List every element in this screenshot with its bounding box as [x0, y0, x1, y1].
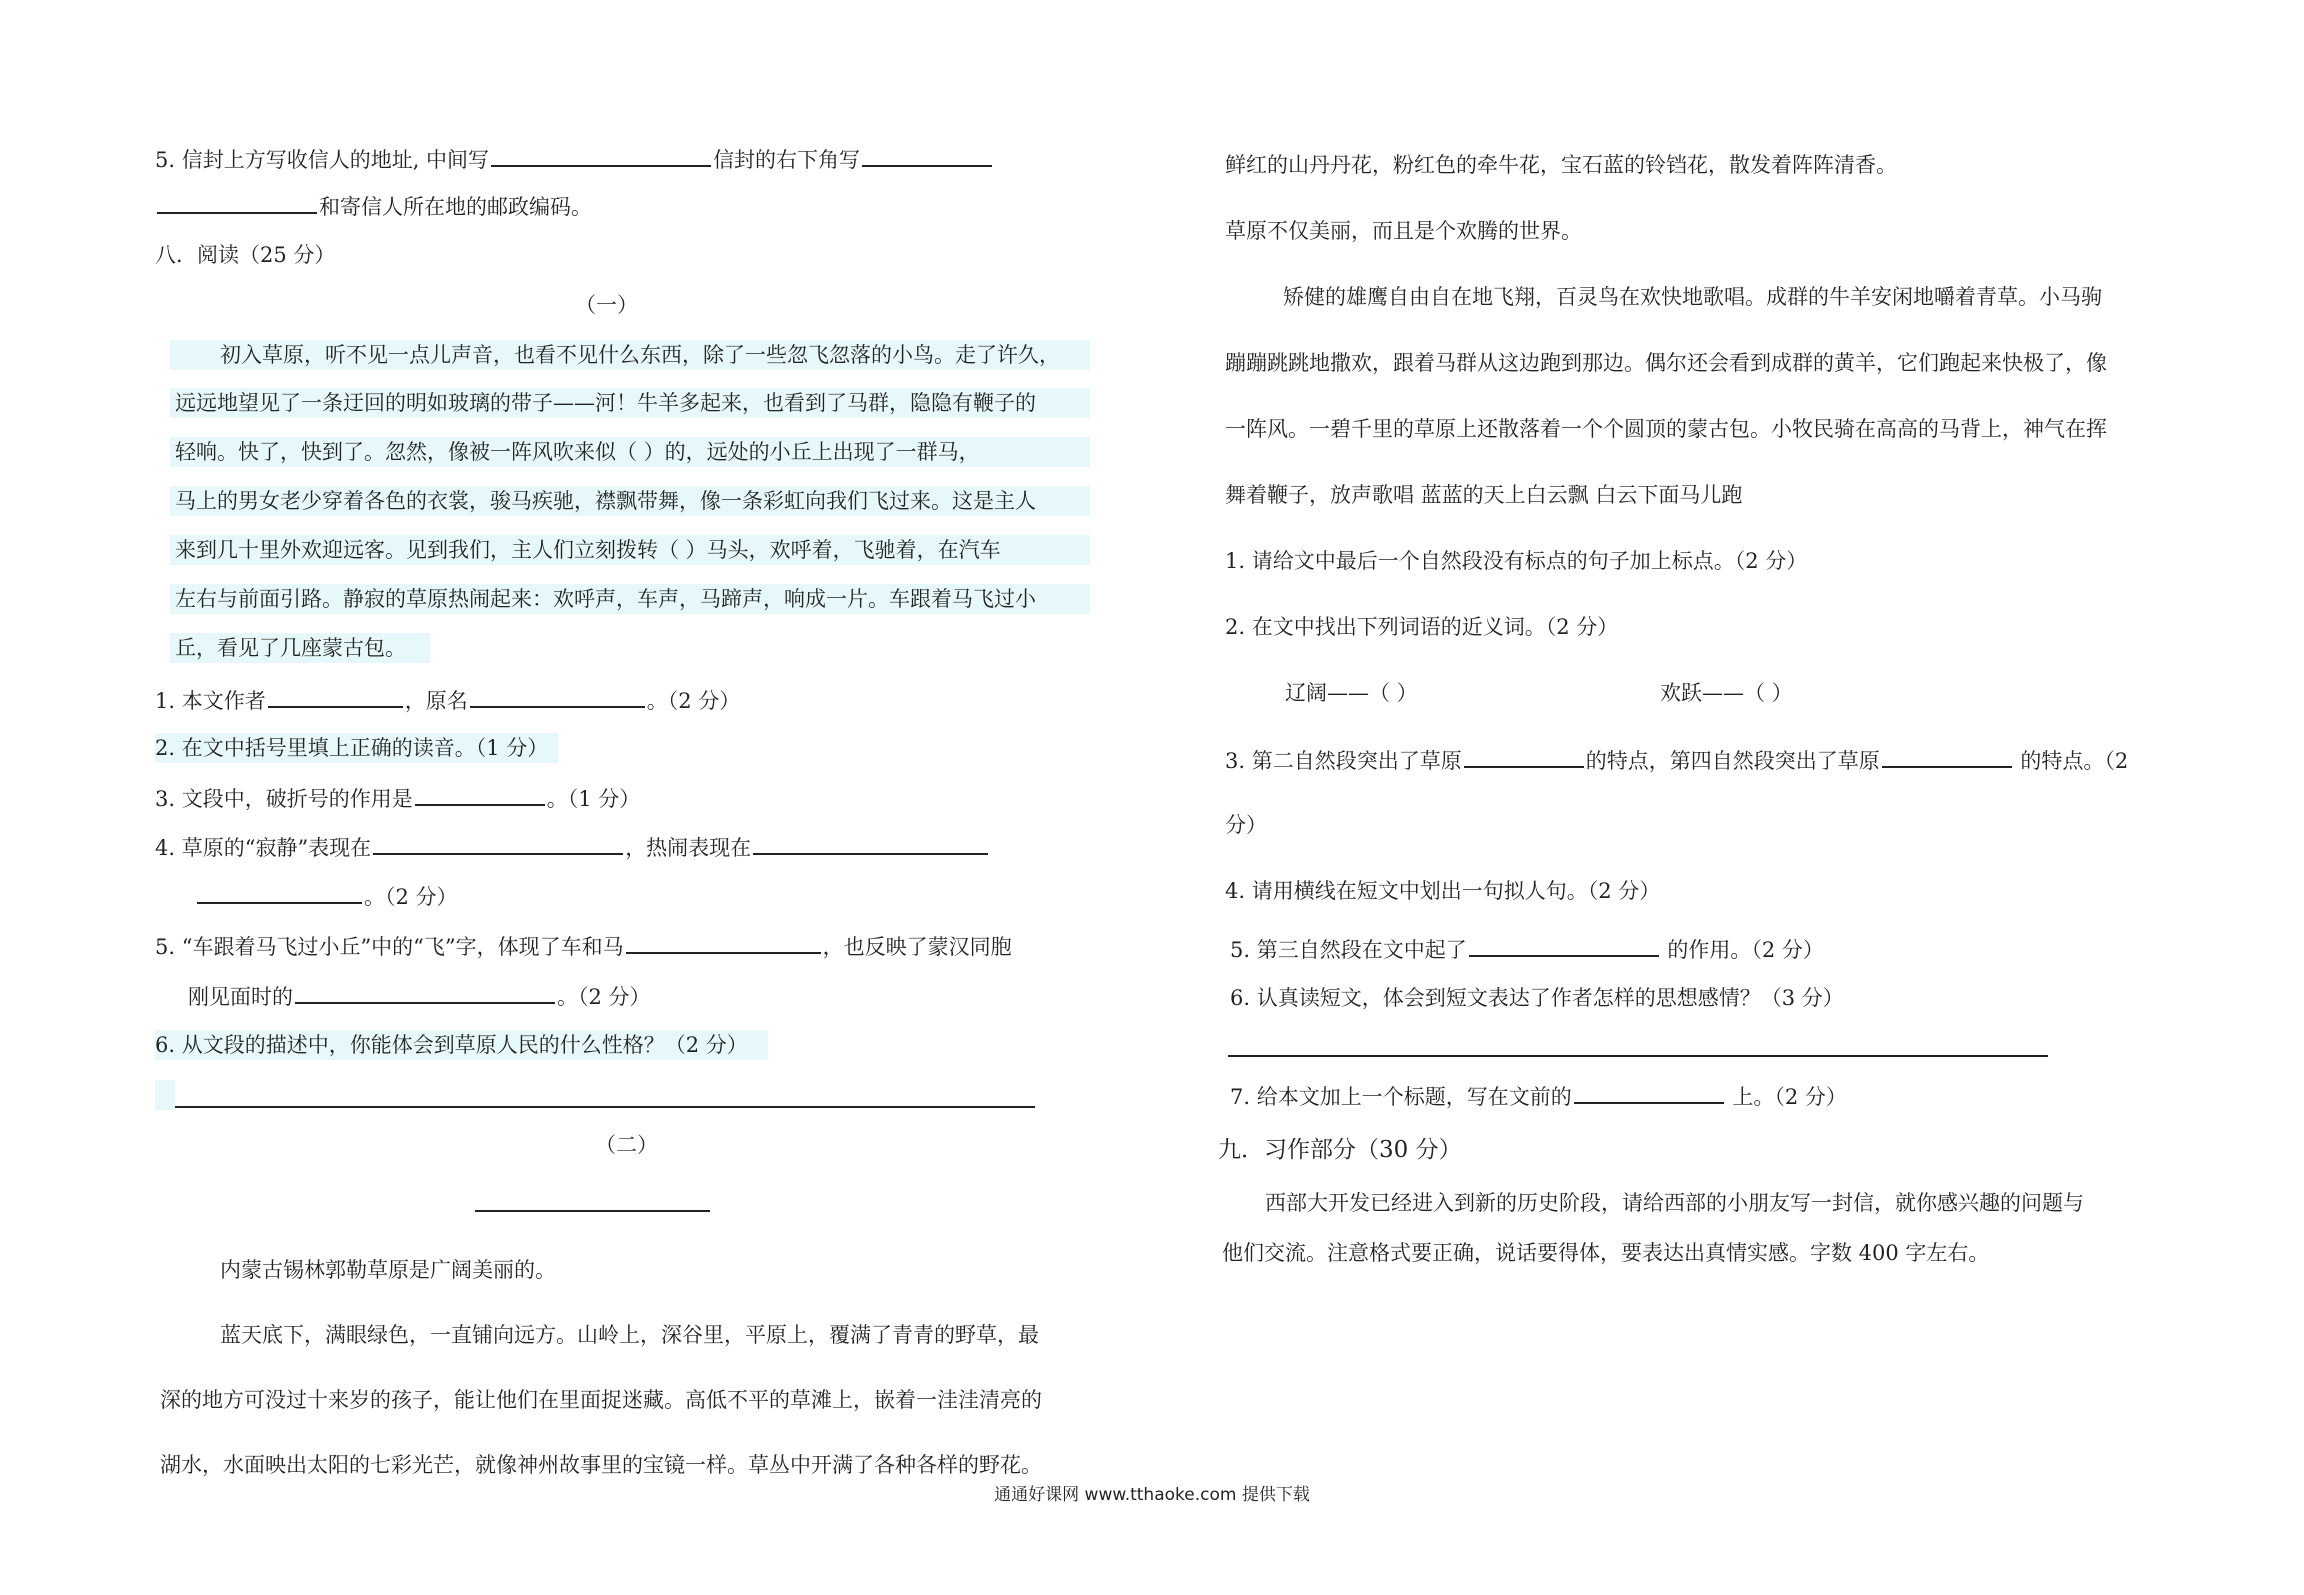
right-question-3	[1225, 744, 2128, 776]
passage2-line: 蓝天底下，满眼绿色，一直铺向远方。山岭上，深谷里，平原上，覆满了青青的野草，最	[220, 1323, 1039, 1347]
passage2-cont-line: 一阵风。一碧千里的草原上还散落着一个个圆顶的蒙古包。小牧民骑在高高的马背上，神气在挥	[1225, 417, 2107, 441]
right-question-7	[1230, 1080, 1847, 1112]
passage2-cont-line: 矫健的雄鹰自由自在地飞翔，百灵鸟在欢快地歌唱。成群的牛羊安闲地嚼着青草。小马驹	[1283, 285, 2102, 309]
text: 。（2 分）	[646, 689, 741, 713]
text: 7. 给本文加上一个标题，写在文前的	[1230, 1085, 1572, 1109]
passage2-line: 湖水，水面映出太阳的七彩光芒，就像神州故事里的宝镜一样。草丛中开满了各种各样的野花。	[160, 1453, 1042, 1477]
text: ，原名	[404, 689, 468, 713]
synonym-item-1: 辽阔——（ ）	[1285, 681, 1418, 705]
answer-blank[interactable]	[1469, 933, 1659, 957]
answer-blank[interactable]	[1464, 744, 1584, 768]
footer-source: 通通好课网 www.tthaoke.com 提供下载	[994, 1485, 1310, 1505]
answer-blank[interactable]	[157, 190, 317, 214]
passage1-line: 来到几十里外欢迎远客。见到我们，主人们立刻拨转（ ）马头，欢呼着，飞驰着，在汽车	[170, 535, 1090, 565]
passage1-line: 初入草原，听不见一点儿声音，也看不见什么东西，除了一些忽飞忽落的小鸟。走了许久，	[170, 340, 1090, 370]
passage1-line: 远远地望见了一条迂回的明如玻璃的带子——河！牛羊多起来，也看到了马群，隐隐有鞭子的	[170, 388, 1090, 418]
text: 3. 第二自然段突出了草原	[1225, 749, 1462, 773]
synonym-item-2: 欢跃——（ ）	[1660, 681, 1793, 705]
passage1-line: 丘，看见了几座蒙古包。	[170, 633, 430, 663]
passage1-line: 轻响。快了，快到了。忽然，像被一阵风吹来似（ ）的，远处的小丘上出现了一群马，	[170, 437, 1090, 467]
answer-blank[interactable]	[268, 684, 403, 708]
text: 的特点，第四自然段突出了草原	[1585, 749, 1880, 773]
passage2-line: 深的地方可没过十来岁的孩子，能让他们在里面捉迷藏。高低不平的草滩上，嵌着一洼洼清亮的	[160, 1388, 1042, 1412]
essay-line: 他们交流。注意格式要正确，说话要得体，要表达出真情实感。字数 400 字左右。	[1222, 1241, 1990, 1265]
text: 4. 草原的“寂静”表现在	[155, 836, 372, 860]
text: 5. “车跟着马飞过小丘”中的“飞”字，体现了车和马	[155, 935, 624, 959]
right-question-6: 6. 认真读短文，体会到短文表达了作者怎样的思想感情？（3 分）	[1230, 986, 1844, 1010]
answer-blank[interactable]	[753, 831, 988, 855]
passage2-cont-line: 蹦蹦跳跳地撒欢，跟着马群从这边跑到那边。偶尔还会看到成群的黄羊，它们跑起来快极了，像	[1225, 351, 2107, 375]
text: 。（2 分）	[364, 885, 458, 909]
answer-line[interactable]	[1228, 1055, 2048, 1057]
left-question-1	[155, 684, 740, 716]
right-question-1: 1. 请给文中最后一个自然段没有标点的句子加上标点。（2 分）	[1225, 549, 1808, 573]
answer-line[interactable]	[175, 1106, 1035, 1108]
answer-blank[interactable]	[1882, 744, 2012, 768]
left-question-5-cont	[188, 980, 651, 1012]
right-question-4: 4. 请用横线在短文中划出一句拟人句。（2 分）	[1225, 879, 1661, 903]
right-question-3-cont: 分）	[1225, 813, 1267, 837]
text: 信封的右下角写	[713, 148, 861, 172]
passage2-line: 内蒙古锡林郭勒草原是广阔美丽的。	[220, 1258, 556, 1282]
text: 的特点。（2	[2013, 749, 2129, 773]
highlight-mark	[155, 1080, 175, 1110]
text: ，也反映了蒙汉同胞	[822, 935, 1012, 959]
text: 。（1 分）	[546, 787, 641, 811]
passage1-line: 左右与前面引路。静寂的草原热闹起来：欢呼声，车声，马蹄声，响成一片。车跟着马飞过小	[170, 584, 1090, 614]
left-question-2: 2. 在文中括号里填上正确的读音。（1 分）	[155, 733, 558, 763]
passage2-cont-line: 舞着鞭子，放声歌唱 蓝蓝的天上白云飘 白云下面马儿跑	[1225, 483, 1743, 507]
part-2-title: （二）	[595, 1133, 658, 1157]
text: 。（2 分）	[557, 985, 651, 1009]
text: 和寄信人所在地的邮政编码。	[319, 195, 592, 219]
answer-blank[interactable]	[491, 143, 711, 167]
section-9-heading: 九．习作部分（30 分）	[1218, 1137, 1462, 1163]
answer-blank[interactable]	[470, 684, 645, 708]
text: 3. 文段中，破折号的作用是	[155, 787, 413, 811]
section-8-heading: 八．阅读（25 分）	[155, 243, 336, 267]
text: 5. 信封上方写收信人的地址, 中间写	[155, 148, 490, 172]
left-q5-line1	[155, 143, 994, 175]
text: 刚见面时的	[188, 985, 293, 1009]
left-question-6: 6. 从文段的描述中，你能体会到草原人民的什么性格？（2 分）	[155, 1030, 768, 1060]
left-question-5	[155, 930, 1012, 962]
passage2-cont-line: 草原不仅美丽，而且是个欢腾的世界。	[1225, 219, 1582, 243]
right-question-5	[1230, 933, 1824, 965]
text: 5. 第三自然段在文中起了	[1230, 938, 1467, 962]
text: 的作用。（2 分）	[1660, 938, 1824, 962]
answer-blank[interactable]	[373, 831, 623, 855]
left-q5-line2	[155, 190, 592, 222]
title-blank-line[interactable]	[475, 1210, 710, 1212]
answer-blank[interactable]	[197, 880, 362, 904]
answer-blank[interactable]	[415, 782, 545, 806]
left-question-3	[155, 782, 640, 814]
essay-line: 西部大开发已经进入到新的历史阶段，请给西部的小朋友写一封信，就你感兴趣的问题与	[1265, 1191, 2084, 1215]
right-question-2: 2. 在文中找出下列词语的近义词。（2 分）	[1225, 615, 1619, 639]
passage1-line: 马上的男女老少穿着各色的衣裳，骏马疾驰，襟飘带舞，像一条彩虹向我们飞过来。这是主人	[170, 486, 1090, 516]
text: 上。（2 分）	[1725, 1085, 1847, 1109]
text: ，热闹表现在	[625, 836, 752, 860]
left-question-4	[155, 831, 990, 863]
left-question-4-cont	[195, 880, 458, 912]
answer-blank[interactable]	[626, 930, 821, 954]
passage2-cont-line: 鲜红的山丹丹花，粉红色的牵牛花，宝石蓝的铃铛花，散发着阵阵清香。	[1225, 153, 1897, 177]
text: 1. 本文作者	[155, 689, 266, 713]
answer-blank[interactable]	[295, 980, 555, 1004]
part-1-title: （一）	[575, 293, 638, 317]
answer-blank[interactable]	[1574, 1080, 1724, 1104]
answer-blank[interactable]	[862, 143, 992, 167]
